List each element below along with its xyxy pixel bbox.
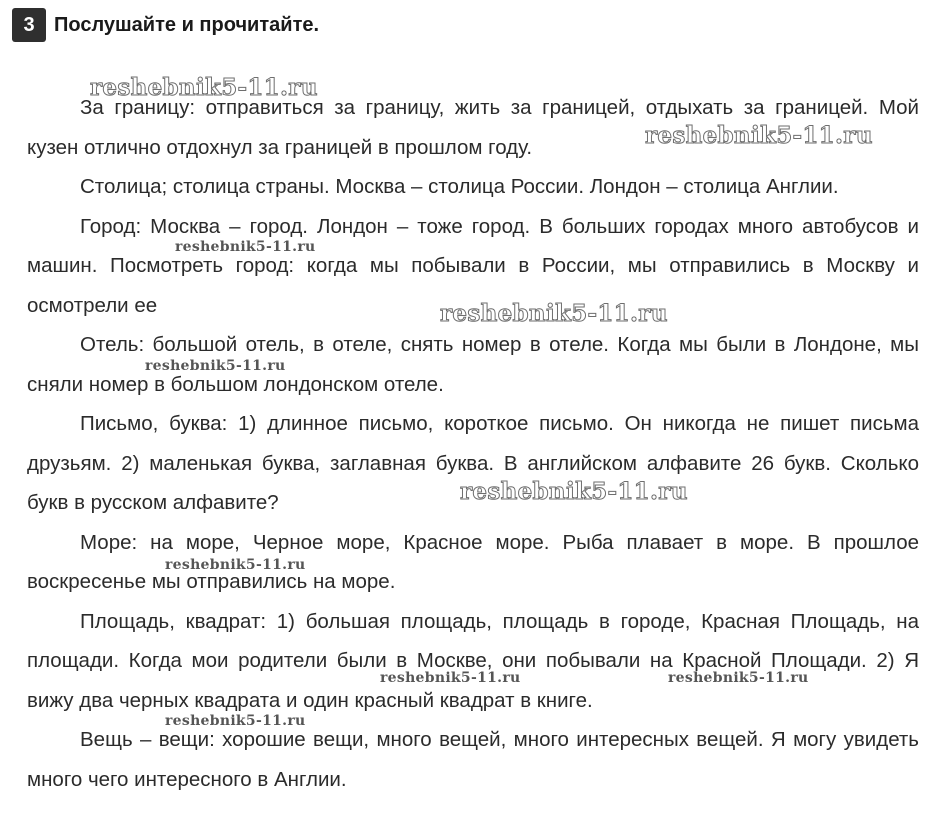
watermark: reshebnik5-11.ru: [380, 670, 521, 686]
watermark: reshebnik5-11.ru: [668, 670, 809, 686]
paragraph-abroad: За границу: отправиться за границу, жить за границей, отдыхать за границей. Мой кузен отлично отдохнул за границей в прошлом году.: [27, 96, 919, 159]
watermark: reshebnik5-11.ru: [175, 239, 316, 255]
paragraph-square: Площадь, квадрат: 1) большая площадь, площадь в городе, Красная Площадь, на площади. Когда мои родители были в Москве, они побывали на Красной Площади. 2) Я вижу два черных квадрата и один красный квадрат в книге.: [27, 609, 919, 712]
watermark: reshebnik5-11.ru: [165, 713, 306, 729]
watermark: reshebnik5-11.ru: [165, 557, 306, 573]
watermark: reshebnik5-11.ru: [460, 478, 688, 505]
exercise-text: [27, 88, 919, 799]
paragraph-letter: Письмо, буква: 1) длинное письмо, короткое письмо. Он никогда не пишет письма друзьям. 2) маленькая буква, заглавная буква. В английском алфавите 26 букв. Сколько букв в русском алфавите?: [27, 412, 919, 514]
paragraph-sea: Море: на море, Черное море, Красное море. Рыба плавает в море. В прошлое воскресенье мы отправились на море.: [27, 530, 919, 593]
watermark: reshebnik5-11.ru: [90, 74, 318, 101]
paragraph-hotel: Отель: большой отель, в отеле, снять номер в отеле. Когда мы были в Лондоне, мы сняли номер в большом лондонском отеле.: [27, 333, 919, 396]
exercise-number-badge: 3: [12, 8, 46, 42]
exercise-header: [12, 8, 319, 42]
exercise-title: Послушайте и прочитайте.: [54, 13, 320, 36]
paragraph-things: Вещь – вещи: хорошие вещи, много вещей, много интересных вещей. Я могу увидеть много чего интересного в Англии.: [27, 728, 919, 791]
watermark: reshebnik5-11.ru: [440, 300, 668, 327]
paragraph-city: Город: Москва – город. Лондон – тоже город. В больших городах много автобусов и машин. Посмотреть город: когда мы побывали в России, мы отправились в Москву и осмотрели ее: [27, 214, 919, 317]
watermark: reshebnik5-11.ru: [145, 358, 286, 374]
watermark: reshebnik5-11.ru: [645, 122, 873, 149]
paragraph-capital: Столица; столица страны. Москва – столица России. Лондон – столица Англии.: [80, 175, 839, 198]
